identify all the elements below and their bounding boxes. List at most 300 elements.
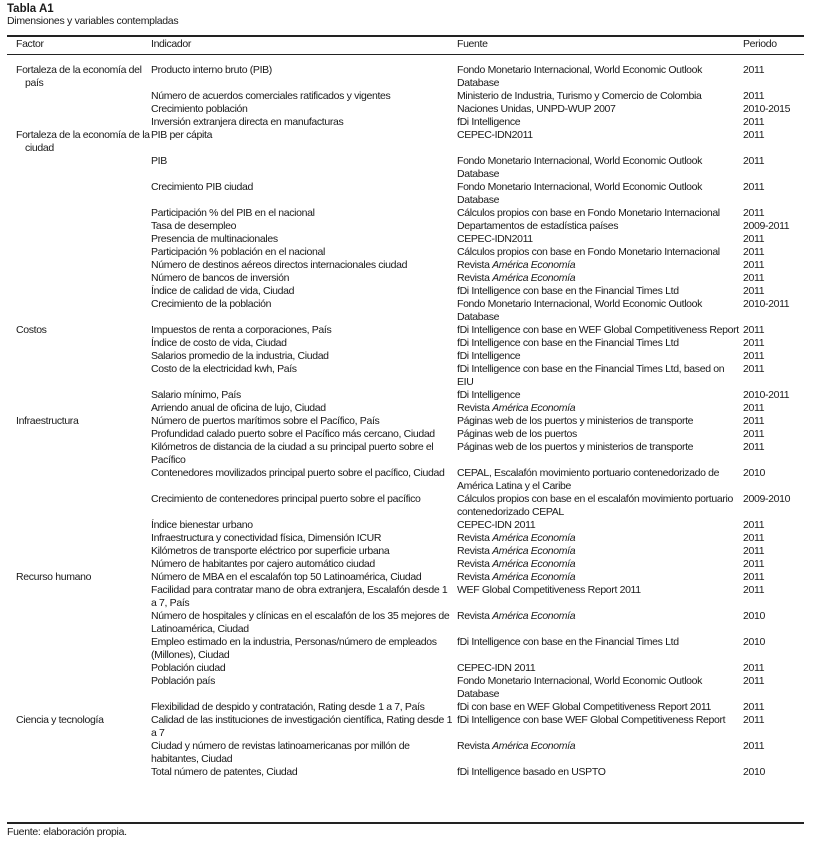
table-row <box>7 129 804 155</box>
periodo-cell <box>743 519 804 532</box>
indicador-cell <box>151 207 457 220</box>
indicador-text: Salario mínimo, País <box>151 389 241 401</box>
fuente-text: CEPEC-IDN 2011 <box>457 519 536 531</box>
table-row <box>7 558 804 571</box>
indicador-text: Costo de la electricidad kwh, País <box>151 363 297 375</box>
periodo-cell <box>743 90 804 103</box>
indicador-cell <box>151 428 457 441</box>
periodo-cell <box>743 402 804 415</box>
periodo-text: 2011 <box>743 155 765 167</box>
fuente-cell <box>457 428 743 441</box>
fuente-cell <box>457 116 743 129</box>
periodo-text: 2010 <box>743 467 765 479</box>
indicador-cell <box>151 545 457 558</box>
indicador-cell <box>151 415 457 428</box>
fuente-cell <box>457 259 743 272</box>
fuente-cell <box>457 740 743 766</box>
fuente-text: CEPEC-IDN2011 <box>457 233 533 245</box>
indicador-cell <box>151 116 457 129</box>
factor-cell <box>7 363 151 389</box>
indicador-text: Salarios promedio de la industria, Ciudad <box>151 350 329 362</box>
indicador-text: Facilidad para contratar mano de obra extranjera, Escalafón desde 1 a 7, País <box>151 584 448 609</box>
fuente-cell <box>457 714 743 740</box>
periodo-cell <box>743 207 804 220</box>
table-row <box>7 55 804 90</box>
factor-cell <box>7 259 151 272</box>
fuente-cell <box>457 129 743 155</box>
table-row <box>7 246 804 259</box>
fuente-cell <box>457 233 743 246</box>
periodo-text: 2011 <box>743 532 765 544</box>
fuente-cell <box>457 415 743 428</box>
indicador-text: Número de bancos de inversión <box>151 272 290 284</box>
fuente-text: Fondo Monetario Internacional, World Economic Outlook Database <box>457 155 703 180</box>
table-row <box>7 636 804 662</box>
table-row <box>7 233 804 246</box>
fuente-text: Páginas web de los puertos <box>457 428 577 440</box>
periodo-cell <box>743 610 804 636</box>
fuente-cell <box>457 636 743 662</box>
factor-cell <box>7 428 151 441</box>
footnote <box>7 826 127 838</box>
variables-table <box>7 37 804 779</box>
factor-cell <box>7 467 151 493</box>
fuente-text: Naciones Unidas, UNPD-WUP 2007 <box>457 103 616 115</box>
fuente-text: Revista <box>457 259 493 271</box>
indicador-cell <box>151 714 457 740</box>
periodo-text: 2011 <box>743 350 765 362</box>
table-subtitle: Dimensiones y variables contempladas <box>7 15 179 27</box>
indicador-cell <box>151 90 457 103</box>
indicador-cell <box>151 571 457 584</box>
fuente-text: Fondo Monetario Internacional, World Economic Outlook Database <box>457 64 703 89</box>
periodo-cell <box>743 766 804 779</box>
fuente-text: WEF Global Competitiveness Report 2011 <box>457 584 641 596</box>
fuente-cell <box>457 610 743 636</box>
table-row <box>7 714 804 740</box>
fuente-italic-text: América Economía <box>492 740 576 752</box>
fuente-cell <box>457 207 743 220</box>
fuente-cell <box>457 584 743 610</box>
fuente-italic-text: América Economía <box>492 610 576 622</box>
factor-cell <box>7 246 151 259</box>
periodo-cell <box>743 116 804 129</box>
fuente-italic-text: América Economía <box>492 402 576 414</box>
fuente-text: fDi Intelligence basado en USPTO <box>457 766 606 778</box>
table-row <box>7 545 804 558</box>
fuente-text: Cálculos propios con base en Fondo Monetario Internacional <box>457 207 720 219</box>
indicador-cell <box>151 441 457 467</box>
factor-cell <box>7 610 151 636</box>
indicador-text: Kilómetros de transporte eléctrico por superficie urbana <box>151 545 390 557</box>
indicador-text: Ciudad y número de revistas latinoamericanas por millón de habitantes, Ciudad <box>151 740 410 765</box>
fuente-text: CEPEC-IDN 2011 <box>457 662 536 674</box>
fuente-text: Cálculos propios con base en Fondo Monetario Internacional <box>457 246 720 258</box>
periodo-text: 2011 <box>743 363 765 375</box>
fuente-cell <box>457 155 743 181</box>
periodo-text: 2010 <box>743 636 765 648</box>
header-factor <box>7 37 151 55</box>
header-indicador <box>151 37 457 55</box>
table-row <box>7 467 804 493</box>
table-row <box>7 415 804 428</box>
periodo-text: 2011 <box>743 675 765 687</box>
header-row <box>7 37 804 55</box>
factor-cell <box>7 584 151 610</box>
indicador-text: Crecimiento de la población <box>151 298 272 310</box>
indicador-cell <box>151 675 457 701</box>
factor-cell <box>7 324 151 337</box>
indicador-cell <box>151 129 457 155</box>
factor-cell <box>7 337 151 350</box>
periodo-text: 2010 <box>743 610 765 622</box>
factor-cell <box>7 389 151 402</box>
factor-cell <box>7 350 151 363</box>
indicador-cell <box>151 363 457 389</box>
periodo-cell <box>743 129 804 155</box>
table-body <box>7 55 804 779</box>
periodo-cell <box>743 740 804 766</box>
indicador-cell <box>151 532 457 545</box>
indicador-text: Número de habitantes por cajero automático ciudad <box>151 558 375 570</box>
fuente-text: fDi Intelligence con base en the Financial Times Ltd <box>457 337 679 349</box>
factor-cell <box>7 571 151 584</box>
periodo-cell <box>743 350 804 363</box>
indicador-text: Flexibilidad de despido y contratación, Rating desde 1 a 7, País <box>151 701 425 713</box>
fuente-text: fDi Intelligence <box>457 116 521 128</box>
periodo-cell <box>743 337 804 350</box>
indicador-cell <box>151 298 457 324</box>
indicador-cell <box>151 324 457 337</box>
fuente-text: Ministerio de Industria, Turismo y Comercio de Colombia <box>457 90 702 102</box>
table-row <box>7 272 804 285</box>
periodo-cell <box>743 701 804 714</box>
fuente-cell <box>457 389 743 402</box>
periodo-text: 2011 <box>743 545 765 557</box>
periodo-text: 2009-2010 <box>743 493 791 505</box>
fuente-text: Revista <box>457 610 493 622</box>
periodo-text: 2011 <box>743 402 765 414</box>
indicador-cell <box>151 467 457 493</box>
table-row <box>7 584 804 610</box>
factor-cell <box>7 714 151 740</box>
periodo-cell <box>743 298 804 324</box>
indicador-cell <box>151 259 457 272</box>
header-periodo <box>743 37 804 55</box>
fuente-cell <box>457 493 743 519</box>
periodo-text: 2011 <box>743 571 765 583</box>
footnote-text: Fuente: elaboración propia. <box>7 826 127 838</box>
fuente-cell <box>457 324 743 337</box>
fuente-text: fDi Intelligence con base WEF Global Competitiveness Report <box>457 714 726 726</box>
fuente-text: fDi Intelligence con base en the Financial Times Ltd, based on EIU <box>457 363 725 388</box>
periodo-text: 2011 <box>743 662 765 674</box>
table-row <box>7 363 804 389</box>
periodo-cell <box>743 532 804 545</box>
table-row <box>7 220 804 233</box>
indicador-text: Calidad de las instituciones de investigación científica, Rating desde 1 a 7 <box>151 714 453 739</box>
table-row <box>7 337 804 350</box>
periodo-cell <box>743 155 804 181</box>
periodo-cell <box>743 714 804 740</box>
factor-cell <box>7 90 151 103</box>
header-indicador-label: Indicador <box>151 38 192 50</box>
indicador-cell <box>151 181 457 207</box>
periodo-text: 2011 <box>743 428 765 440</box>
factor-cell <box>7 701 151 714</box>
factor-cell <box>7 740 151 766</box>
periodo-text: 2011 <box>743 285 765 297</box>
table-row <box>7 389 804 402</box>
indicador-text: Índice de calidad de vida, Ciudad <box>151 285 295 297</box>
indicador-text: Impuestos de renta a corporaciones, País <box>151 324 332 336</box>
header-fuente <box>457 37 743 55</box>
indicador-cell <box>151 272 457 285</box>
periodo-text: 2011 <box>743 246 765 258</box>
indicador-cell <box>151 350 457 363</box>
table-row <box>7 181 804 207</box>
factor-cell <box>7 441 151 467</box>
periodo-cell <box>743 467 804 493</box>
factor-cell <box>7 493 151 519</box>
table-row <box>7 298 804 324</box>
fuente-text: Revista <box>457 571 493 583</box>
fuente-cell <box>457 103 743 116</box>
periodo-text: 2009-2011 <box>743 220 790 232</box>
periodo-text: 2011 <box>743 519 765 531</box>
indicador-cell <box>151 493 457 519</box>
indicador-cell <box>151 55 457 90</box>
periodo-cell <box>743 493 804 519</box>
fuente-text: Páginas web de los puertos y ministerios de transporte <box>457 441 694 453</box>
indicador-text: PIB per cápita <box>151 129 213 141</box>
indicador-cell <box>151 155 457 181</box>
indicador-text: Crecimiento población <box>151 103 248 115</box>
factor-cell <box>7 402 151 415</box>
periodo-cell <box>743 636 804 662</box>
periodo-cell <box>743 55 804 90</box>
indicador-text: Empleo estimado en la industria, Personas/número de empleados (Millones), Ciudad <box>151 636 437 661</box>
periodo-cell <box>743 285 804 298</box>
indicador-cell <box>151 740 457 766</box>
table-row <box>7 116 804 129</box>
fuente-cell <box>457 766 743 779</box>
fuente-cell <box>457 272 743 285</box>
header-periodo-label: Periodo <box>743 38 777 50</box>
periodo-text: 2011 <box>743 90 765 102</box>
table-row <box>7 675 804 701</box>
periodo-cell <box>743 272 804 285</box>
factor-cell <box>7 675 151 701</box>
table-row <box>7 571 804 584</box>
table-row <box>7 493 804 519</box>
factor-text: Ciencia y tecnología <box>16 714 104 726</box>
fuente-text: Fondo Monetario Internacional, World Economic Outlook Database <box>457 675 703 700</box>
factor-cell <box>7 103 151 116</box>
indicador-text: Infraestructura y conectividad física, Dimensión ICUR <box>151 532 382 544</box>
periodo-text: 2011 <box>743 701 765 713</box>
table-row <box>7 324 804 337</box>
periodo-text: 2011 <box>743 324 765 336</box>
factor-cell <box>7 532 151 545</box>
table-row <box>7 701 804 714</box>
factor-text: Infraestructura <box>16 415 79 427</box>
indicador-text: PIB <box>151 155 167 167</box>
factor-cell <box>7 220 151 233</box>
indicador-text: Participación % del PIB en el nacional <box>151 207 315 219</box>
periodo-cell <box>743 415 804 428</box>
table-row <box>7 532 804 545</box>
indicador-cell <box>151 233 457 246</box>
factor-text: Fortaleza de la economía de la ciudad <box>16 129 150 154</box>
periodo-text: 2011 <box>743 714 765 726</box>
fuente-cell <box>457 246 743 259</box>
indicador-text: Número de MBA en el escalafón top 50 Latinoamérica, Ciudad <box>151 571 422 583</box>
indicador-text: Población país <box>151 675 215 687</box>
periodo-cell <box>743 558 804 571</box>
indicador-text: Índice bienestar urbano <box>151 519 253 531</box>
periodo-text: 2011 <box>743 129 765 141</box>
fuente-text: Revista <box>457 545 493 557</box>
table-row <box>7 207 804 220</box>
indicador-cell <box>151 103 457 116</box>
periodo-cell <box>743 103 804 116</box>
indicador-text: Número de puertos marítimos sobre el Pacífico, País <box>151 415 380 427</box>
periodo-cell <box>743 324 804 337</box>
fuente-text: fDi con base en WEF Global Competitiveness Report 2011 <box>457 701 712 713</box>
indicador-text: Producto interno bruto (PIB) <box>151 64 272 76</box>
indicador-cell <box>151 766 457 779</box>
fuente-cell <box>457 220 743 233</box>
periodo-text: 2011 <box>743 337 765 349</box>
factor-text: Recurso humano <box>16 571 92 583</box>
periodo-cell <box>743 220 804 233</box>
fuente-italic-text: América Economía <box>492 571 576 583</box>
periodo-cell <box>743 181 804 207</box>
periodo-cell <box>743 545 804 558</box>
indicador-cell <box>151 337 457 350</box>
factor-cell <box>7 155 151 181</box>
fuente-cell <box>457 363 743 389</box>
indicador-text: Kilómetros de distancia de la ciudad a su principal puerto sobre el Pacífico <box>151 441 434 466</box>
indicador-text: Participación % población en el nacional <box>151 246 325 258</box>
indicador-text: Presencia de multinacionales <box>151 233 278 245</box>
factor-cell <box>7 285 151 298</box>
fuente-text: fDi Intelligence con base en the Financial Times Ltd <box>457 285 679 297</box>
indicador-text: Crecimiento PIB ciudad <box>151 181 254 193</box>
table-row <box>7 259 804 272</box>
periodo-text: 2011 <box>743 415 765 427</box>
periodo-cell <box>743 428 804 441</box>
fuente-text: Revista <box>457 532 493 544</box>
factor-cell <box>7 129 151 155</box>
fuente-text: Revista <box>457 558 493 570</box>
factor-cell <box>7 272 151 285</box>
factor-cell <box>7 519 151 532</box>
periodo-text: 2011 <box>743 181 765 193</box>
periodo-text: 2011 <box>743 259 765 271</box>
fuente-text: Revista <box>457 740 493 752</box>
fuente-text: fDi Intelligence con base en the Financial Times Ltd <box>457 636 679 648</box>
fuente-italic-text: América Economía <box>492 532 576 544</box>
periodo-text: 2011 <box>743 233 765 245</box>
periodo-text: 2010-2015 <box>743 103 791 115</box>
indicador-cell <box>151 519 457 532</box>
fuente-cell <box>457 181 743 207</box>
fuente-cell <box>457 337 743 350</box>
fuente-cell <box>457 532 743 545</box>
factor-cell <box>7 233 151 246</box>
indicador-text: Inversión extranjera directa en manufacturas <box>151 116 344 128</box>
periodo-cell <box>743 571 804 584</box>
fuente-text: Fondo Monetario Internacional, World Economic Outlook Database <box>457 181 703 206</box>
fuente-cell <box>457 55 743 90</box>
indicador-cell <box>151 662 457 675</box>
indicador-text: Crecimiento de contenedores principal puerto sobre el pacífico <box>151 493 421 505</box>
fuente-cell <box>457 467 743 493</box>
fuente-cell <box>457 350 743 363</box>
factor-cell <box>7 55 151 90</box>
indicador-text: Número de acuerdos comerciales ratificados y vigentes <box>151 90 391 102</box>
table-row <box>7 350 804 363</box>
indicador-text: Total número de patentes, Ciudad <box>151 766 298 778</box>
factor-cell <box>7 636 151 662</box>
periodo-cell <box>743 441 804 467</box>
factor-cell <box>7 545 151 558</box>
factor-cell <box>7 298 151 324</box>
table-row <box>7 428 804 441</box>
header-factor-label: Factor <box>16 38 44 50</box>
table-row <box>7 662 804 675</box>
fuente-cell <box>457 285 743 298</box>
fuente-cell <box>457 571 743 584</box>
periodo-text: 2010-2011 <box>743 389 790 401</box>
table-row <box>7 519 804 532</box>
table-row <box>7 740 804 766</box>
fuente-italic-text: América Economía <box>492 545 576 557</box>
periodo-text: 2011 <box>743 558 765 570</box>
indicador-text: Número de destinos aéreos directos internacionales ciudad <box>151 259 408 271</box>
fuente-cell <box>457 675 743 701</box>
periodo-cell <box>743 584 804 610</box>
indicador-cell <box>151 558 457 571</box>
indicador-text: Profundidad calado puerto sobre el Pacífico más cercano, Ciudad <box>151 428 435 440</box>
table-row <box>7 155 804 181</box>
indicador-cell <box>151 389 457 402</box>
factor-cell <box>7 766 151 779</box>
factor-cell <box>7 181 151 207</box>
indicador-text: Arriendo anual de oficina de lujo, Ciudad <box>151 402 326 414</box>
indicador-text: Población ciudad <box>151 662 226 674</box>
table-row <box>7 610 804 636</box>
fuente-text: fDi Intelligence <box>457 389 521 401</box>
indicador-cell <box>151 220 457 233</box>
fuente-text: Revista <box>457 402 493 414</box>
periodo-text: 2010-2011 <box>743 298 790 310</box>
table-title: Tabla A1 <box>7 3 54 15</box>
table-row <box>7 285 804 298</box>
periodo-text: 2010 <box>743 766 765 778</box>
periodo-text: 2011 <box>743 64 765 76</box>
fuente-text: Departamentos de estadística países <box>457 220 619 232</box>
bottom-rule <box>7 822 804 824</box>
indicador-cell <box>151 246 457 259</box>
periodo-text: 2011 <box>743 207 765 219</box>
periodo-cell <box>743 233 804 246</box>
periodo-text: 2011 <box>743 272 765 284</box>
indicador-text: Número de hospitales y clínicas en el escalafón de los 35 mejores de Latinoamérica, Ciudad <box>151 610 450 635</box>
factor-cell <box>7 116 151 129</box>
